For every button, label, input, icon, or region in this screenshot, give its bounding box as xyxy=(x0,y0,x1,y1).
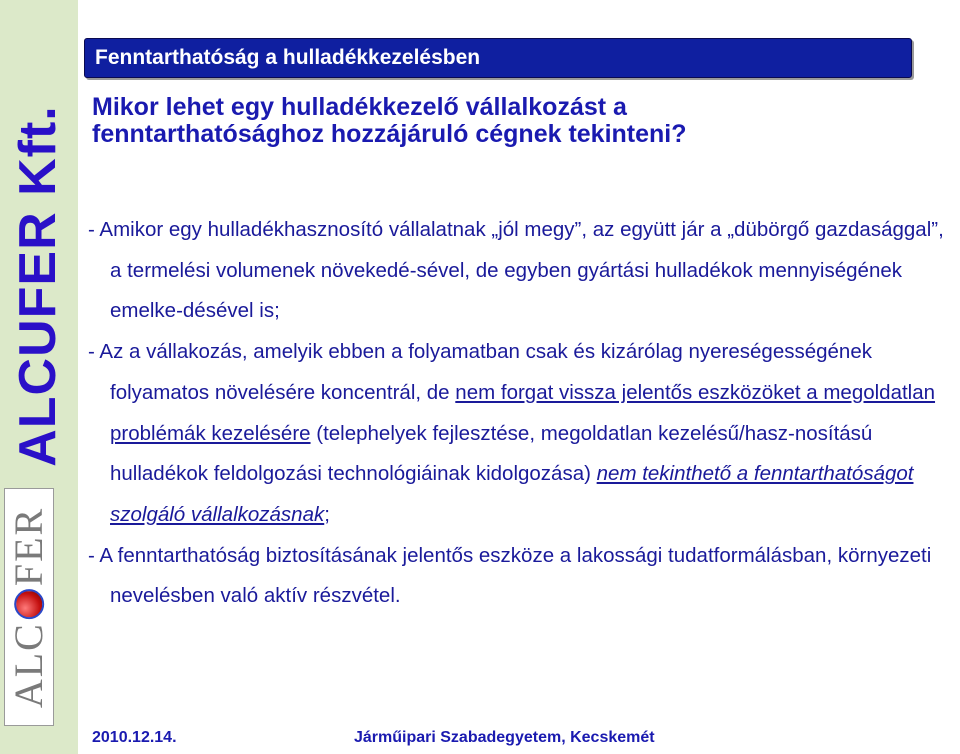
brand-name: ALCUFER Kft. xyxy=(9,105,68,467)
paragraph-2 xyxy=(88,332,960,536)
logo-wordmark xyxy=(6,506,53,707)
paragraph-1: - Amikor egy hulladékhasznosító vállalatnak „jól megy”, az együtt jár a „dübörgő gazdasággal”, a termelési volumenek növekedé-sével, de egyben gyártási hulladékok mennyiségének emelke-désével is; xyxy=(88,218,944,323)
paragraph-2-intro: - Az a vállakozás, amelyik ebben a folyamatban csak és kizárólag nyereségességének folyamatos növelésére koncentrál, de xyxy=(88,340,872,404)
brand-vertical-label xyxy=(2,96,74,476)
paragraph-2-rest: (telephelyek fejlesztése, megoldatlan kezelésű/hasz-nosítású hulladékok feldolgozási technológiáinak kidolgozása) xyxy=(110,421,873,486)
logo-text-right: FER xyxy=(6,506,52,586)
question-line-1: Mikor lehet egy hulladékkezelő vállalkozást a xyxy=(92,93,627,121)
slide-body xyxy=(88,210,960,617)
sidebar xyxy=(0,0,78,754)
company-logo xyxy=(4,488,54,726)
question-line-2: fenntarthatósághoz hozzájáruló cégnek tekinteni? xyxy=(92,120,687,148)
slide-title-bar xyxy=(84,38,912,78)
slide-title: Fenntarthatóság a hulladékkezelésben xyxy=(95,46,481,69)
paragraph-2-underlined: nem forgat vissza jelentős eszközöket a megoldatlan problémák kezelésére xyxy=(110,380,936,445)
paragraph-3: - A fenntarthatóság biztosításának jelentős eszköze a lakossági tudatformálásban, környezeti nevelésben való aktív részvétel. xyxy=(88,543,932,608)
paragraph-2-end: ; xyxy=(324,502,330,526)
logo-text-left: ALC xyxy=(6,621,52,708)
paragraph-2-emphasis: nem tekinthető a fenntarthatóságot szolgáló vállalkozásnak xyxy=(110,462,914,526)
footer-event: Járműipari Szabadegyetem, Kecskemét xyxy=(354,729,655,746)
footer-date: 2010.12.14. xyxy=(92,729,177,746)
slide-question xyxy=(92,94,912,148)
globe-icon xyxy=(14,589,44,619)
